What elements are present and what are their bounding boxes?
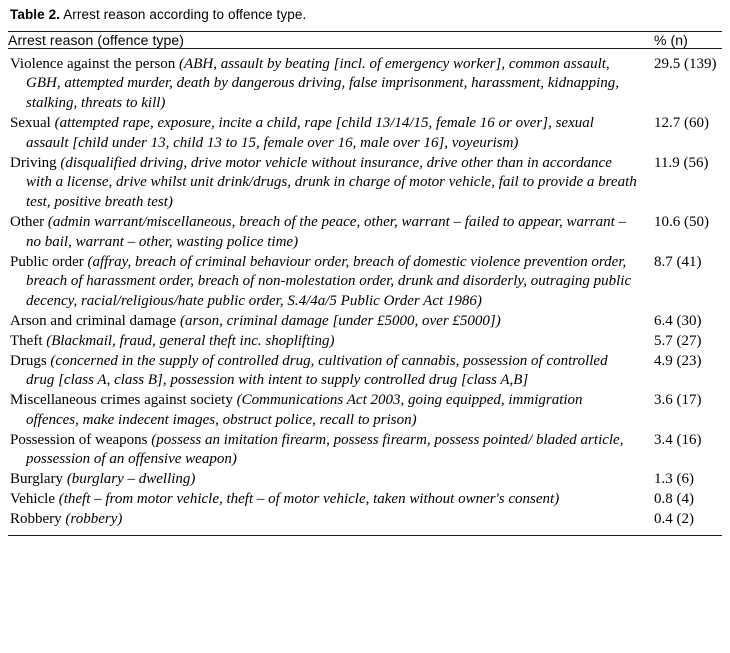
row-detail: (arson, criminal damage [under £5000, over £5000]): [179, 312, 501, 329]
table-caption: [10, 6, 722, 24]
row-category: Theft: [10, 332, 43, 349]
row-detail: (Communications Act 2003, going equipped, immigration offences, make indecent images, obstruct police, recall to prison): [26, 392, 583, 428]
column-header-percent: % (n): [654, 31, 688, 48]
row-category: Other: [10, 213, 45, 230]
row-category: Possession of weapons: [10, 431, 148, 448]
row-reason: [8, 312, 648, 332]
table-row: [8, 490, 730, 510]
row-reason: [8, 332, 648, 352]
table-row: [8, 154, 730, 213]
row-detail: (Blackmail, fraud, general theft inc. shoplifting): [46, 332, 335, 349]
row-reason: [8, 253, 648, 312]
row-reason: [8, 391, 648, 431]
row-percent: 1.3 (6): [654, 471, 694, 488]
row-category: Burglary: [10, 471, 64, 488]
row-reason: [8, 213, 648, 253]
table-row: [8, 49, 730, 114]
row-detail: (robbery): [65, 510, 123, 527]
row-category: Driving: [10, 154, 57, 171]
row-percent: 5.7 (27): [654, 332, 702, 349]
row-category: Arson and criminal damage: [10, 312, 177, 329]
table-bottom-rule: [8, 535, 722, 536]
row-reason: [8, 470, 648, 490]
row-detail: (disqualified driving, drive motor vehicle without insurance, drive other than in accordance with a license, drive whilst unit drink/drugs, drunk in charge of motor vehicle, fail to provide a breath test, positive breath test): [26, 154, 637, 211]
row-detail: (possess an imitation firearm, possess firearm, possess pointed/ bladed article, possession of an offensive weapon): [26, 431, 624, 468]
arrest-reason-table: [8, 32, 730, 48]
row-detail: (affray, breach of criminal behaviour order, breach of domestic violence prevention order, breach of harassment order, breach of non-molestation order, drunk and disorderly, outraging public decency, racial/religious/hate public order, S.4/4a/5 Public Order Act 1986): [26, 253, 632, 310]
row-detail: (ABH, assault by beating [incl. of emergency worker], common assault, GBH, attempted murder, death by dangerous driving, false imprisonment, harassment, kidnapping, stalking, threats to kill): [26, 55, 620, 112]
row-category: Robbery: [10, 510, 62, 527]
row-percent: 6.4 (30): [654, 312, 702, 329]
table-row: [8, 332, 730, 352]
table-row: [8, 470, 730, 490]
row-percent: 0.4 (2): [654, 510, 694, 527]
row-category: Drugs: [10, 352, 47, 369]
row-detail: (burglary – dwelling): [66, 471, 196, 488]
table-header-row: [8, 32, 730, 48]
row-percent: 3.4 (16): [654, 431, 702, 448]
row-detail: (concerned in the supply of controlled drug, cultivation of cannabis, possession of controlled drug [class A, class B], possession with intent to supply controlled drug [class A,B]: [26, 352, 608, 389]
row-percent: 4.9 (23): [654, 352, 702, 369]
row-category: Violence against the person: [10, 55, 176, 72]
table-row: [8, 114, 730, 154]
row-percent: 29.5 (139): [654, 55, 717, 72]
row-detail: (theft – from motor vehicle, theft – of motor vehicle, taken without owner's consent): [58, 491, 560, 508]
row-percent: 3.6 (17): [654, 392, 702, 409]
row-reason: [8, 490, 648, 510]
row-percent: 8.7 (41): [654, 253, 702, 270]
table-row: [8, 431, 730, 471]
row-category: Sexual: [10, 114, 51, 131]
row-percent: 12.7 (60): [654, 114, 709, 131]
row-percent: 11.9 (56): [654, 154, 709, 171]
row-category: Vehicle: [10, 491, 55, 508]
table-body: [8, 49, 730, 535]
row-detail: (attempted rape, exposure, incite a child, rape [child 13/14/15, female 16 or over], sexual assault [child under 13, child 13 to 15, female over 16, male over 16], voyeurism): [26, 114, 594, 151]
table-caption-label: Table 2.: [10, 7, 61, 22]
table-row: [8, 510, 730, 535]
table-row: [8, 391, 730, 431]
table-caption-text: Arrest reason according to offence type.: [63, 7, 307, 22]
row-category: Miscellaneous crimes against society: [10, 392, 233, 409]
arrest-reason-table-body: [8, 49, 730, 535]
row-detail: (admin warrant/miscellaneous, breach of the peace, other, warrant – failed to appear, warrant – no bail, warrant – other, wasting police time): [26, 213, 627, 250]
row-percent: 10.6 (50): [654, 213, 709, 230]
row-reason: [8, 49, 648, 114]
column-header-reason: Arrest reason (offence type): [8, 31, 185, 48]
row-reason: [8, 114, 648, 154]
row-reason: [8, 431, 648, 471]
row-category: Public order: [10, 253, 84, 270]
table-row: [8, 253, 730, 312]
table-row: [8, 213, 730, 253]
row-reason: [8, 154, 648, 213]
table-row: [8, 312, 730, 332]
row-percent: 0.8 (4): [654, 491, 694, 508]
table-row: [8, 352, 730, 392]
row-reason: [8, 352, 648, 392]
row-reason: [8, 510, 648, 535]
